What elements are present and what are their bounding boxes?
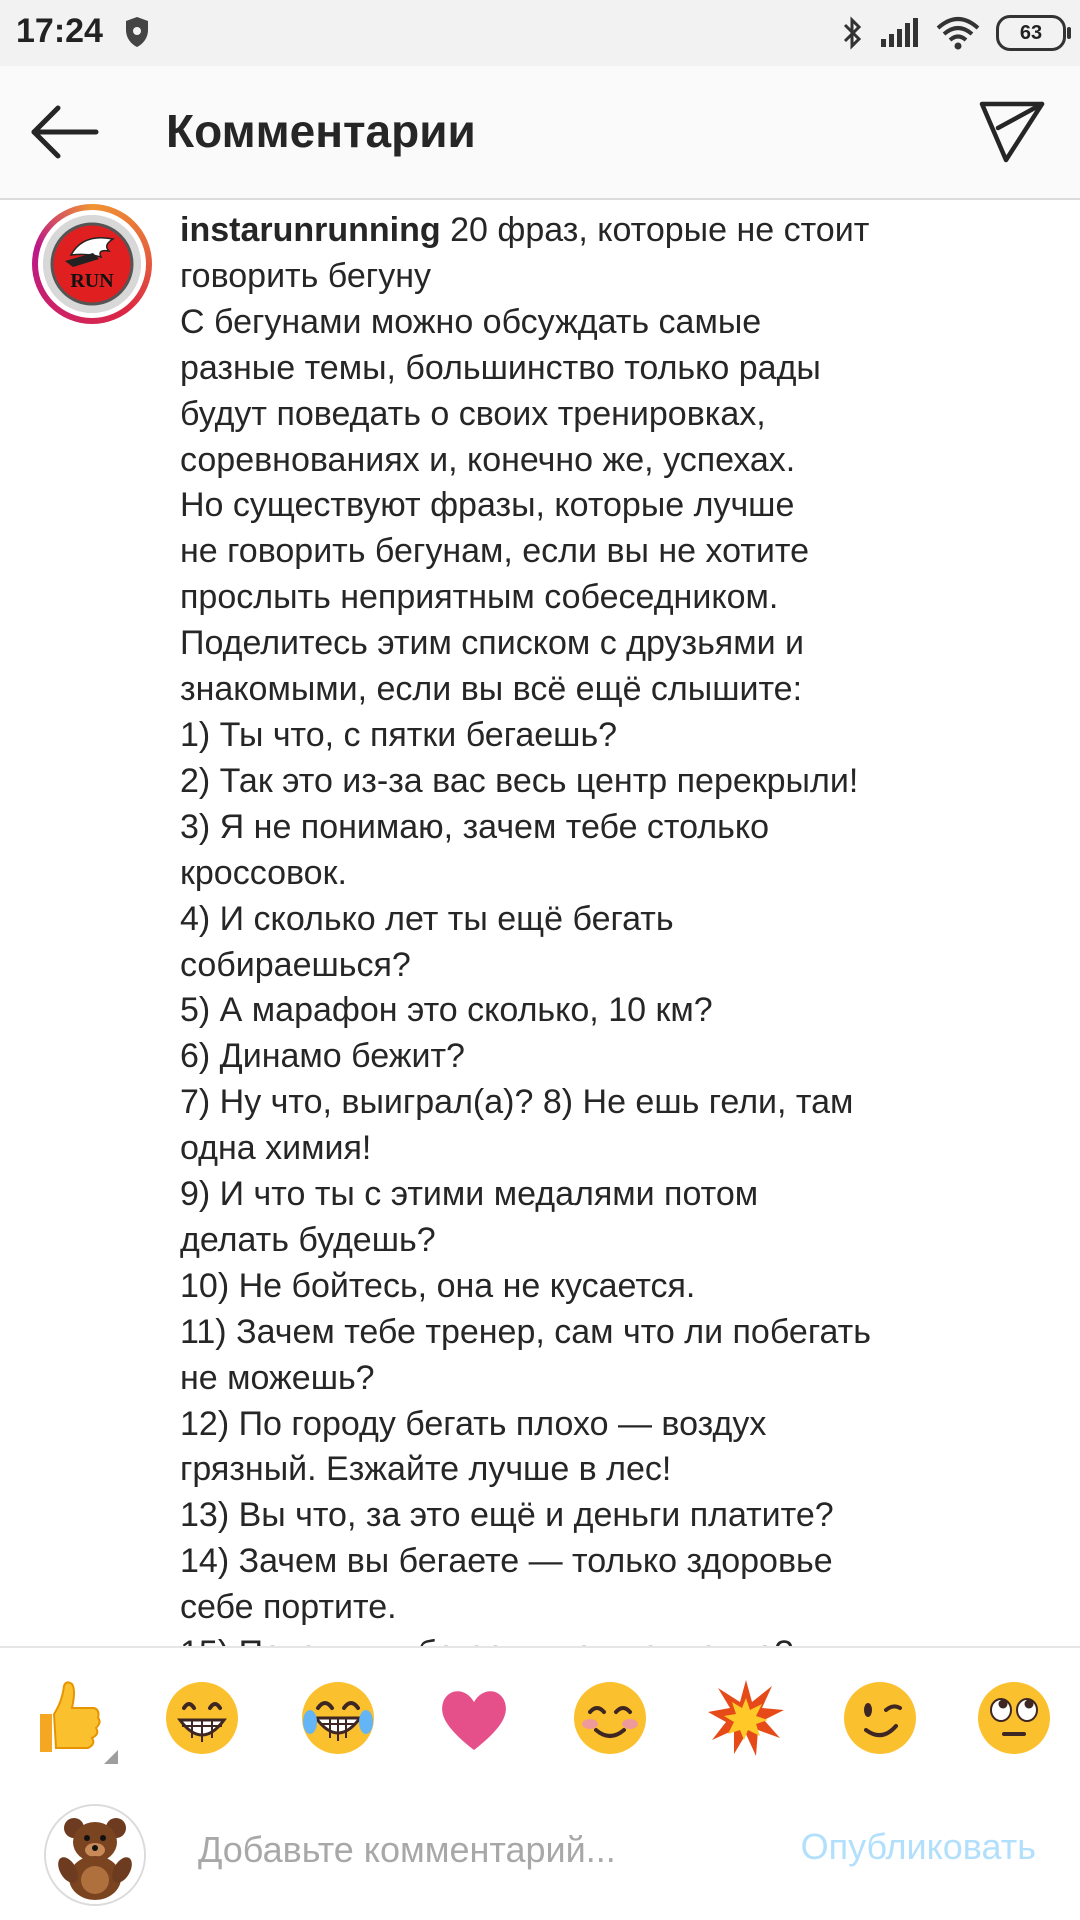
wifi-icon bbox=[936, 16, 980, 50]
comment-input[interactable] bbox=[198, 1818, 738, 1882]
battery-icon bbox=[996, 15, 1066, 51]
joy-emoji[interactable] bbox=[298, 1678, 378, 1758]
shield-icon bbox=[124, 16, 150, 48]
publish-button[interactable]: Опубликовать bbox=[800, 1826, 1036, 1867]
comments-list[interactable] bbox=[0, 200, 1080, 1646]
caption-text: 20 фраз, которые не стоит говорить бегуну С бегунами можно обсуждать самые разные темы, большинство только рады будут поведать о своих тренировках, соревнованиях и, конечно же, успехах. Но существуют фразы, которые лучше не говорить бегунам, если вы не хотите прослыть неприятным собеседником. Поделитесь этим списком с друзьями и знакомыми, если вы всё ещё слышите: 1) Ты что, с пятки бегаешь? 2) Так это из-за вас весь центр перекрыли! 3) Я не понимаю, зачем тебе столько кроссовок. 4) И сколько лет ты ещё бегать собираешься? 5) А марафон это сколько, 10 км? 6) Динамо бежит? 7) Ну что, выиграл(а)? 8) Не ешь гели, там одна химия! 9) И что ты с этими медалями потом делать будешь? 10) Не бойтесь, она не кусается. 11) Зачем тебе тренер, сам что ли побегать не можешь? 12) По городу бегать плохо — воздух грязный. Езжайте лучше в лес! 13) Вы что, за это ещё и деньги платите? 14) Зачем вы бегаете — только здоровье себе портите. bbox=[180, 211, 871, 1627]
boom-emoji[interactable] bbox=[706, 1678, 786, 1758]
avatar[interactable] bbox=[44, 1804, 146, 1906]
svg-text:RUN: RUN bbox=[70, 270, 114, 292]
emoji-more-indicator bbox=[104, 1750, 118, 1764]
send-icon[interactable] bbox=[978, 98, 1046, 166]
wink-emoji[interactable] bbox=[840, 1678, 920, 1758]
status-bar bbox=[0, 0, 1080, 66]
bear-avatar-icon bbox=[46, 1806, 144, 1904]
bluetooth-icon bbox=[842, 15, 864, 51]
arrow-left-icon[interactable] bbox=[28, 102, 100, 162]
thumbs-up-emoji[interactable] bbox=[26, 1678, 106, 1758]
header-bar bbox=[0, 66, 1080, 200]
emoji-quick-bar bbox=[0, 1646, 1080, 1784]
status-time: 17:24 bbox=[16, 12, 103, 50]
status-icons bbox=[842, 12, 1066, 54]
page-title: Комментарии bbox=[166, 105, 476, 157]
post-caption bbox=[180, 208, 1060, 1677]
run-logo-icon bbox=[43, 215, 141, 313]
post-author-avatar[interactable] bbox=[32, 204, 152, 324]
eye-roll-emoji[interactable] bbox=[974, 1678, 1054, 1758]
heart-emoji[interactable] bbox=[434, 1678, 514, 1758]
signal-icon bbox=[880, 17, 920, 49]
post-username[interactable]: instarunrunning bbox=[180, 211, 441, 249]
blush-emoji[interactable] bbox=[570, 1678, 650, 1758]
comment-composer bbox=[0, 1782, 1080, 1920]
battery-level: 63 bbox=[1019, 21, 1043, 44]
grinning-emoji[interactable] bbox=[162, 1678, 242, 1758]
